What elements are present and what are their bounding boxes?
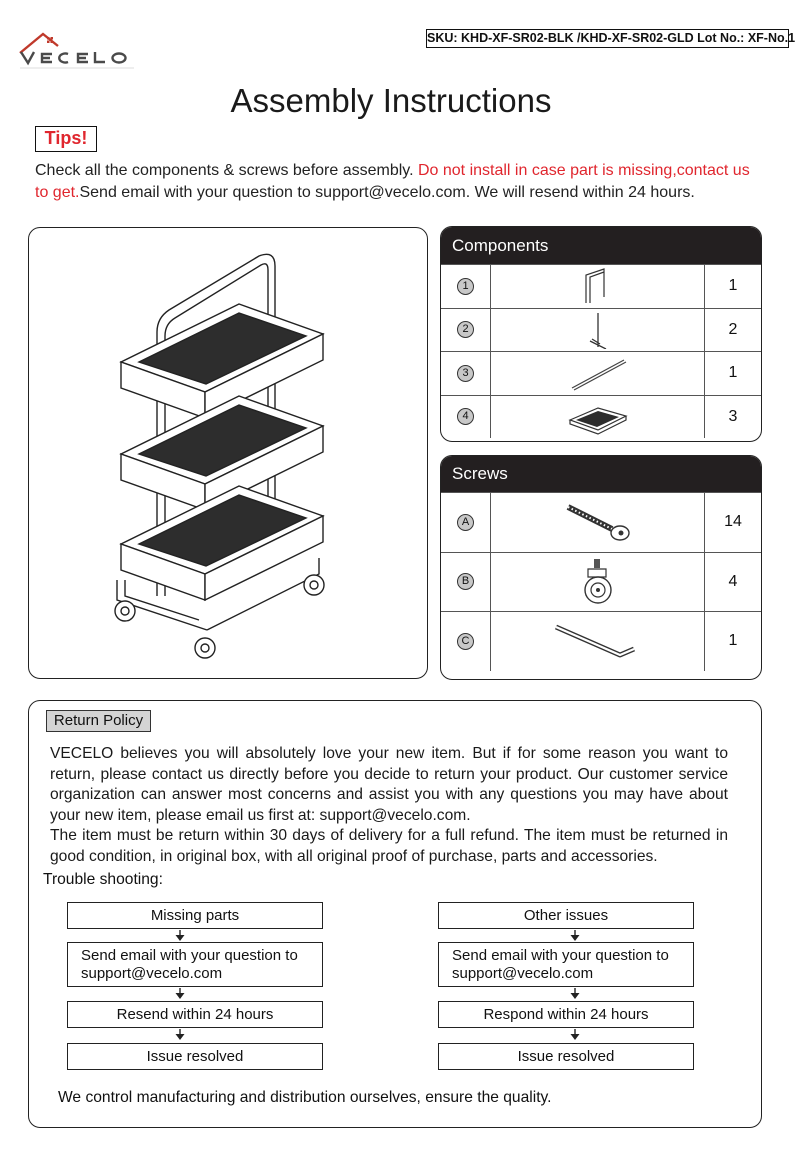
arrow-down-icon xyxy=(569,1029,581,1041)
allen-key-icon xyxy=(550,619,646,663)
flow-left-step-4: Issue resolved xyxy=(67,1043,323,1070)
part-id-badge: 1 xyxy=(457,278,474,295)
rod-icon xyxy=(568,354,628,392)
brand-logo xyxy=(16,26,140,70)
screw-id-badge: B xyxy=(457,573,474,590)
policy-paragraph-1: VECELO believes you will absolutely love your new item. But if for some reason you want to return, please contact us directly before you decide to return your product. Our customer service organization can answer most concerns and assist you with any questions you may have about your new item, please email us first at: support@vecelo.com. xyxy=(50,745,728,824)
arrow-down-icon xyxy=(174,1029,186,1041)
arrow-down-icon xyxy=(174,930,186,942)
flow-right-step-1: Other issues xyxy=(438,902,694,929)
screw-id-badge: C xyxy=(457,633,474,650)
return-policy-text xyxy=(50,744,728,868)
leg-bracket-icon xyxy=(578,311,618,349)
basket-tray-icon xyxy=(566,398,630,436)
screw-qty: 4 xyxy=(728,572,738,590)
caster-wheel-icon xyxy=(574,557,622,607)
flow-left-step-1: Missing parts xyxy=(67,902,323,929)
table-row xyxy=(441,264,761,308)
table-row xyxy=(441,552,761,612)
table-row xyxy=(441,308,761,352)
flow-right-step-2: Send email with your question to support@vecelo.com xyxy=(438,942,694,987)
flow-right-step-3: Respond within 24 hours xyxy=(438,1001,694,1028)
flow-left-step-3: Resend within 24 hours xyxy=(67,1001,323,1028)
screws-table xyxy=(440,455,762,680)
policy-paragraph-2: The item must be return within 30 days of delivery for a full refund. The item must be returned in good condition, in original box, with all original proof of purchase, parts and accessories. xyxy=(50,827,728,865)
tips-text xyxy=(35,160,765,204)
tips-text-warning: Do not install in case part is missing,contact us to get. xyxy=(35,162,750,201)
trouble-shooting-label: Trouble shooting: xyxy=(43,871,163,888)
page-title: Assembly Instructions xyxy=(230,82,552,119)
sku-lot-box: SKU: KHD-XF-SR02-BLK /KHD-XF-SR02-GLD Lot No.: XF-No.1 xyxy=(426,29,789,48)
screw-qty: 1 xyxy=(728,632,738,650)
u-frame-icon xyxy=(578,267,618,305)
part-qty: 1 xyxy=(728,364,738,382)
tips-label: Tips! xyxy=(35,126,97,152)
components-title: Components xyxy=(441,227,761,264)
table-row xyxy=(441,492,761,552)
screw-id-badge: A xyxy=(457,514,474,531)
return-policy-label: Return Policy xyxy=(46,710,151,732)
tips-text-2: Send email with your question to support@vecelo.com. We will resend within 24 hours. xyxy=(79,184,695,201)
screws-title: Screws xyxy=(441,456,761,492)
flow-right-step-4: Issue resolved xyxy=(438,1043,694,1070)
table-row xyxy=(441,611,761,671)
screw-qty: 14 xyxy=(724,513,742,531)
tips-text-1: Check all the components & screws before assembly. xyxy=(35,162,418,179)
rolling-cart-illustration xyxy=(29,228,427,678)
components-table xyxy=(440,226,762,442)
flow-left-step-2: Send email with your question to support@vecelo.com xyxy=(67,942,323,987)
part-id-badge: 4 xyxy=(457,408,474,425)
part-id-badge: 2 xyxy=(457,321,474,338)
bolt-icon xyxy=(562,501,634,543)
table-row xyxy=(441,395,761,439)
arrow-down-icon xyxy=(569,930,581,942)
part-id-badge: 3 xyxy=(457,365,474,382)
table-row xyxy=(441,351,761,395)
quality-statement: We control manufacturing and distribution ourselves, ensure the quality. xyxy=(58,1089,552,1106)
part-qty: 2 xyxy=(728,320,738,338)
part-qty: 3 xyxy=(728,407,738,425)
arrow-down-icon xyxy=(174,988,186,1000)
part-qty: 1 xyxy=(728,277,738,295)
arrow-down-icon xyxy=(569,988,581,1000)
product-image-panel xyxy=(28,227,428,679)
